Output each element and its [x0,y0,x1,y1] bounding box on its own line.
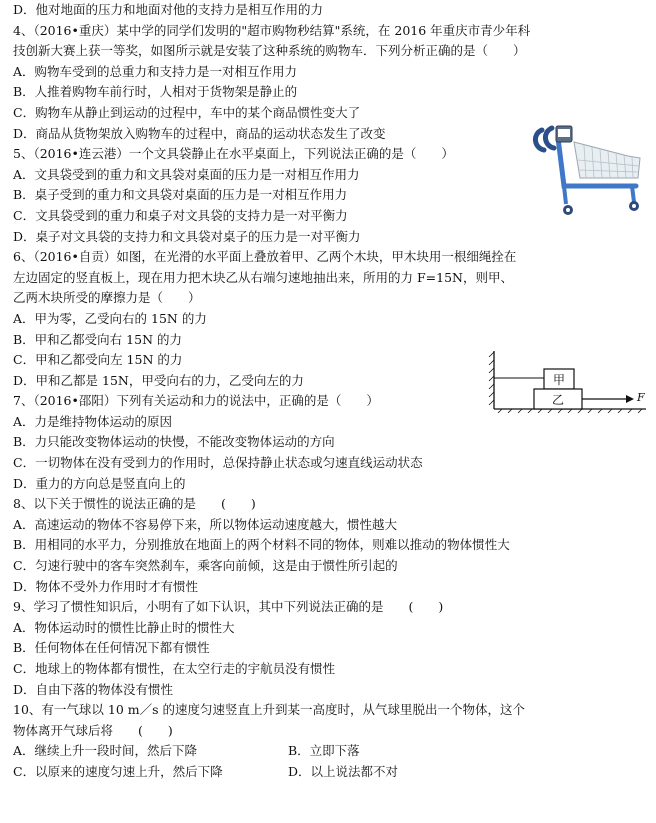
q10-option-b: B．立即下落 [288,743,360,759]
shopping-cart-figure [528,120,646,220]
q7-option-b: B．力只能改变物体运动的快慢，不能改变物体运动的方向 [13,434,335,450]
q4-option-b: B．人推着购物车前行时，人相对于货物架是静止的 [13,84,298,100]
q9-stem: 9、学习了惯性知识后，小明有了如下认识，其中下列说法正确的是 ( ) [13,599,444,615]
force-label: F [637,391,645,404]
q6-option-d: D．甲和乙都是 15N，甲受向右的力，乙受向左的力 [13,372,304,388]
q9-option-a: A．物体运动时的惯性比静止时的惯性大 [13,619,235,635]
q7-option-a: A．力是维持物体运动的原因 [13,413,173,429]
q10-stem-line-1: 10、有一气球以 10 m／s 的速度匀速竖直上升到某一高度时，从气球里脱出一个物体，这个 [13,702,526,718]
q7-option-d: D．重力的方向总是竖直向上的 [13,475,186,491]
q6-stem-line-1: 6、（2016•自贡）如图，在光滑的水平面上叠放着甲、乙两个木块，甲木块用一根细绳拴在 [13,249,517,265]
q4-option-a: A．购物车受到的总重力和支持力是一对相互作用力 [13,63,298,79]
q6-option-a: A．甲为零，乙受向右的 15N 的力 [13,310,207,326]
q5-option-a: A．文具袋受到的重力和文具袋对桌面的压力是一对相互作用力 [13,166,360,182]
q6-option-c: C．甲和乙都受向左 15N 的力 [13,352,183,368]
q8-option-c: C．匀速行驶中的客车突然刹车，乘客向前倾，这是由于惯性所引起的 [13,558,398,574]
q4-option-d: D．商品从货物架放入购物车的过程中，商品的运动状态发生了改变 [13,125,386,141]
q8-option-a: A．高速运动的物体不容易停下来，所以物体运动速度越大，惯性越大 [13,516,398,532]
q10-option-a: A．继续上升一段时间，然后下降 [13,743,198,759]
q10-option-d: D．以上说法都不对 [288,763,399,779]
q10-option-c: C．以原来的速度匀速上升，然后下降 [13,763,223,779]
q3-option-d: D．他对地面的压力和地面对他的支持力是相互作用的力 [13,2,324,17]
q5-option-b: B．桌子受到的重力和文具袋对桌面的压力是一对相互作用力 [13,187,348,203]
q4-stem-line-1: 4、（2016•重庆）某中学的同学们发明的"超市购物秒结算"系统，在 2016 年重庆市青少年科 [13,22,531,38]
q8-stem: 8、以下关于惯性的说法正确的是 ( ) [13,496,256,512]
q7-stem: 7、（2016•邵阳）下列有关运动和力的说法中，正确的是（ ） [13,393,379,409]
shopping-cart-icon [528,120,646,220]
block-yi-label: 乙 [551,393,565,407]
q5-option-c: C．文具袋受到的重力和桌子对文具袋的支持力是一对平衡力 [13,207,348,223]
q8-option-d: D．物体不受外力作用时才有惯性 [13,578,199,594]
q9-option-d: D．自由下落的物体没有惯性 [13,681,174,697]
q9-option-c: C．地球上的物体都有惯性，在太空行走的宇航员没有惯性 [13,661,336,676]
q6-option-b: B．甲和乙都受向右 15N 的力 [13,331,182,347]
q6-stem-line-3: 乙两木块所受的摩擦力是（ ） [13,290,201,306]
board-hatch [489,352,494,405]
q8-option-b: B．用相同的水平力，分别推放在地面上的两个材料不同的物体，则难以推动的物体惯性大 [13,537,510,553]
blocks-diagram [488,349,648,413]
block-jia-label: 甲 [552,373,566,387]
q10-options-row-2 [13,762,643,783]
force-arrowhead [626,395,634,403]
q10-stem-line-2: 物体离开气球后将 ( ) [13,722,173,738]
q4-option-c: C．购物车从静止到运动的过程中，车中的某个商品惯性变大了 [13,104,361,120]
q4-stem-line-2: 技创新大赛上获一等奖，如图所示就是安装了这种系统的购物车．下列分析正确的是（ ） [13,43,526,59]
q6-stem-line-2: 左边固定的竖直板上，现在用力把木块乙从右端匀速地抽出来，所用的力 F=15N，则甲、 [13,269,513,285]
stacked-blocks-figure [488,349,648,413]
q5-option-d: D．桌子对文具袋的支持力和文具袋对桌子的压力是一对平衡力 [13,228,361,244]
q10-options-row-1 [13,741,643,762]
q5-stem: 5、（2016•连云港）一个文具袋静止在水平桌面上，下列说法正确的是（ ） [13,146,454,162]
q7-option-c: C．一切物体在没有受到力的作用时，总保持静止状态或匀速直线运动状态 [13,455,423,471]
q9-option-b: B．任何物体在任何情况下都有惯性 [13,640,210,656]
